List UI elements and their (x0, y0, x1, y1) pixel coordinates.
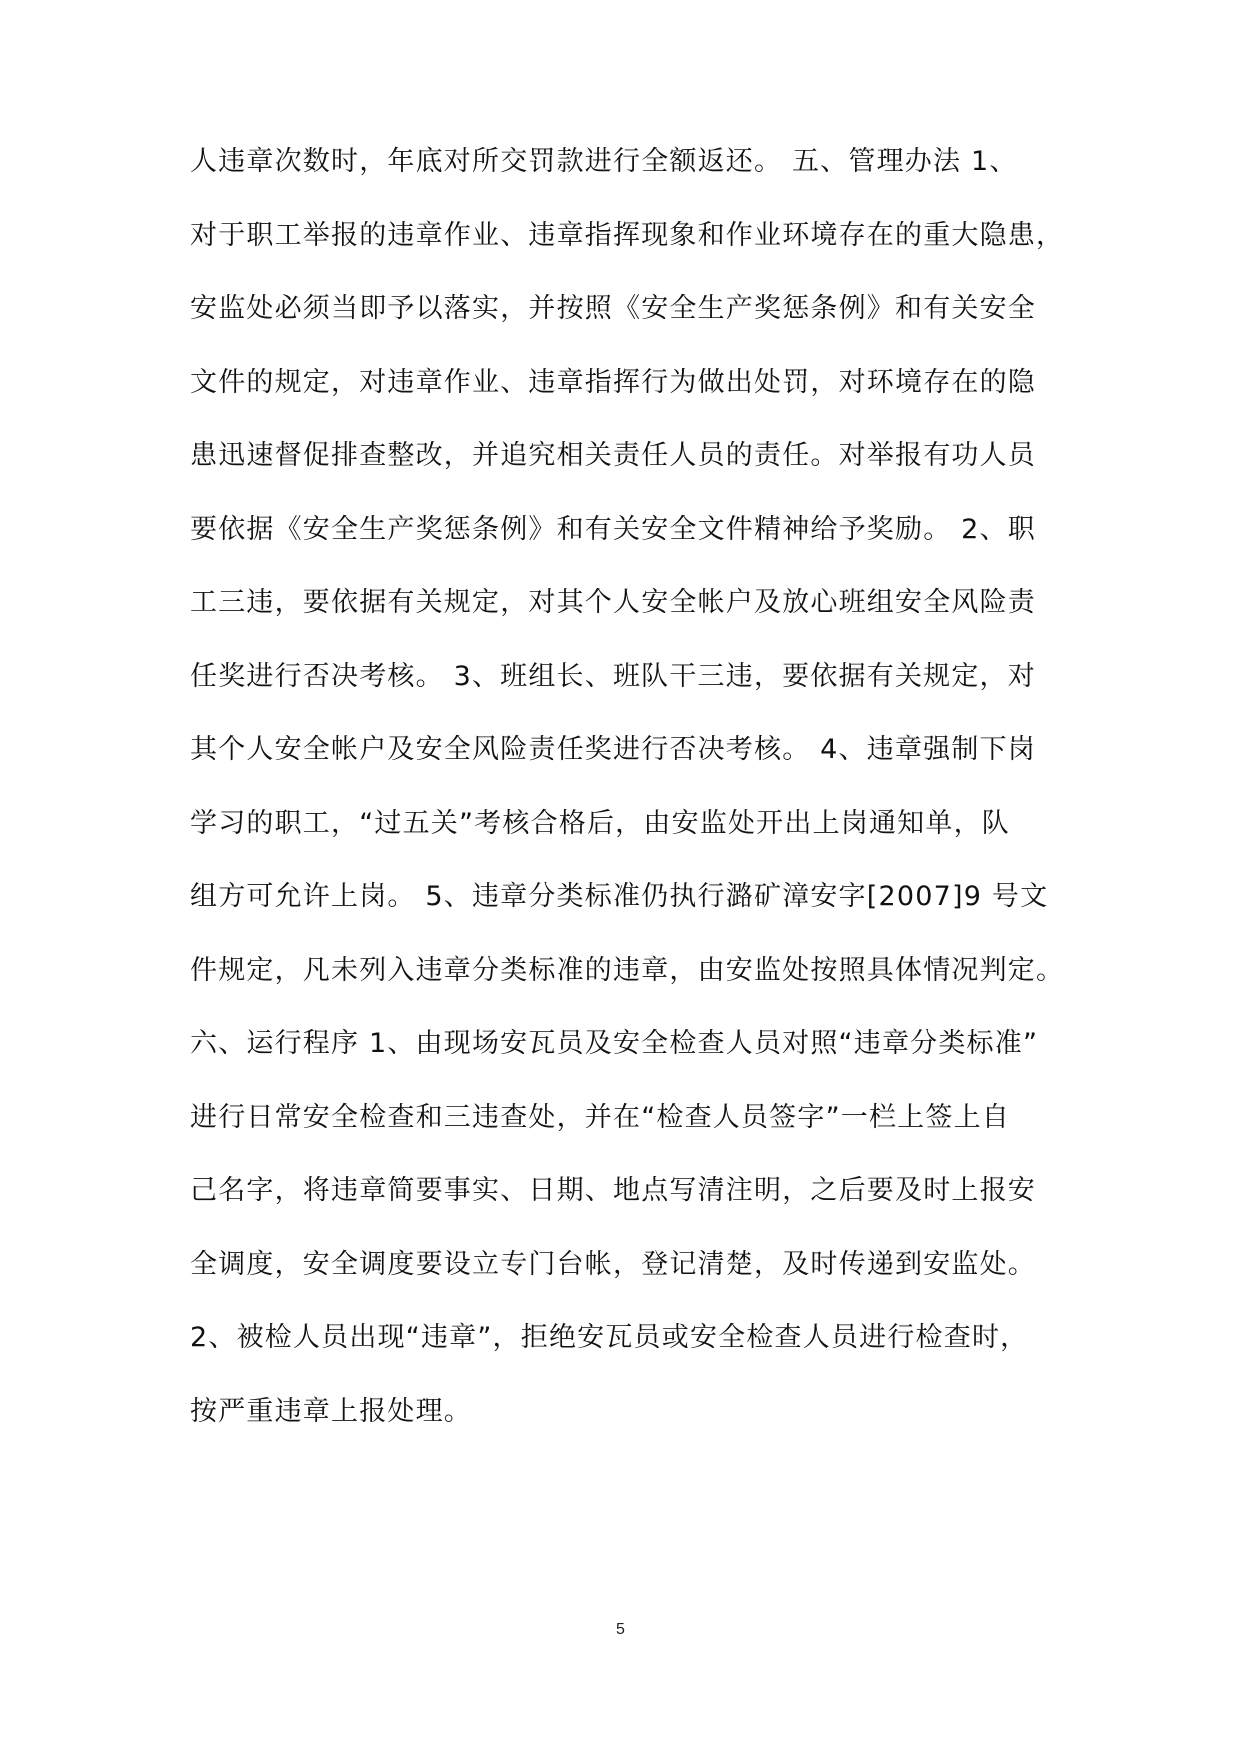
text-line: 进行日常安全检查和三违查处，并在“检查人员签字”一栏上签上自 (190, 1101, 1010, 1133)
text-line: 患迅速督促排查整改，并追究相关责任人员的责任。对举报有功人员 (190, 440, 1036, 471)
body-text (190, 142, 1090, 1465)
text-line: 件规定，凡未列入违章分类标准的违章，由安监处按照具体情况判定。 (190, 954, 1065, 986)
text-line: 己名字，将违章简要事实、日期、地点写清注明，之后要及时上报安 (190, 1175, 1036, 1206)
text-line: 其个人安全帐户及安全风险责任奖进行否决考核。 4、违章强制下岗 (190, 734, 1036, 765)
text-line: 工三违，要依据有关规定，对其个人安全帐户及放心班组安全风险责 (190, 587, 1036, 618)
page-number: 5 (616, 1621, 625, 1638)
text-line: 任奖进行否决考核。 3、班组长、班队干三违，要依据有关规定，对 (190, 660, 1036, 692)
text-line: 2、被检人员出现“违章”，拒绝安瓦员或安全检查人员进行检查时， (190, 1322, 1029, 1353)
text-line: 安监处必须当即予以落实，并按照《安全生产奖惩条例》和有关安全 (190, 293, 1036, 324)
text-line: 组方可允许上岗。 5、违章分类标准仍执行潞矿漳安字[2007]9 号文 (190, 881, 1049, 912)
text-line: 学习的职工，“过五关”考核合格后，由安监处开出上岗通知单，队 (190, 807, 1010, 839)
text-line: 按严重违章上报处理。 (190, 1395, 472, 1427)
text-line: 六、运行程序 1、由现场安瓦员及安全检查人员对照“违章分类标准” (190, 1028, 1039, 1059)
text-line: 人违章次数时，年底对所交罚款进行全额返还。 五、管理办法 1、 (190, 146, 1018, 177)
text-line: 要依据《安全生产奖惩条例》和有关安全文件精神给予奖励。 2、职 (190, 513, 1036, 545)
text-line: 全调度，安全调度要设立专门台帐，登记清楚，及时传递到安监处。 (190, 1248, 1036, 1280)
text-line: 文件的规定，对违章作业、违章指挥行为做出处罚，对环境存在的隐 (190, 366, 1036, 398)
text-line: 对于职工举报的违章作业、违章指挥现象和作业环境存在的重大隐患， (190, 219, 1065, 251)
